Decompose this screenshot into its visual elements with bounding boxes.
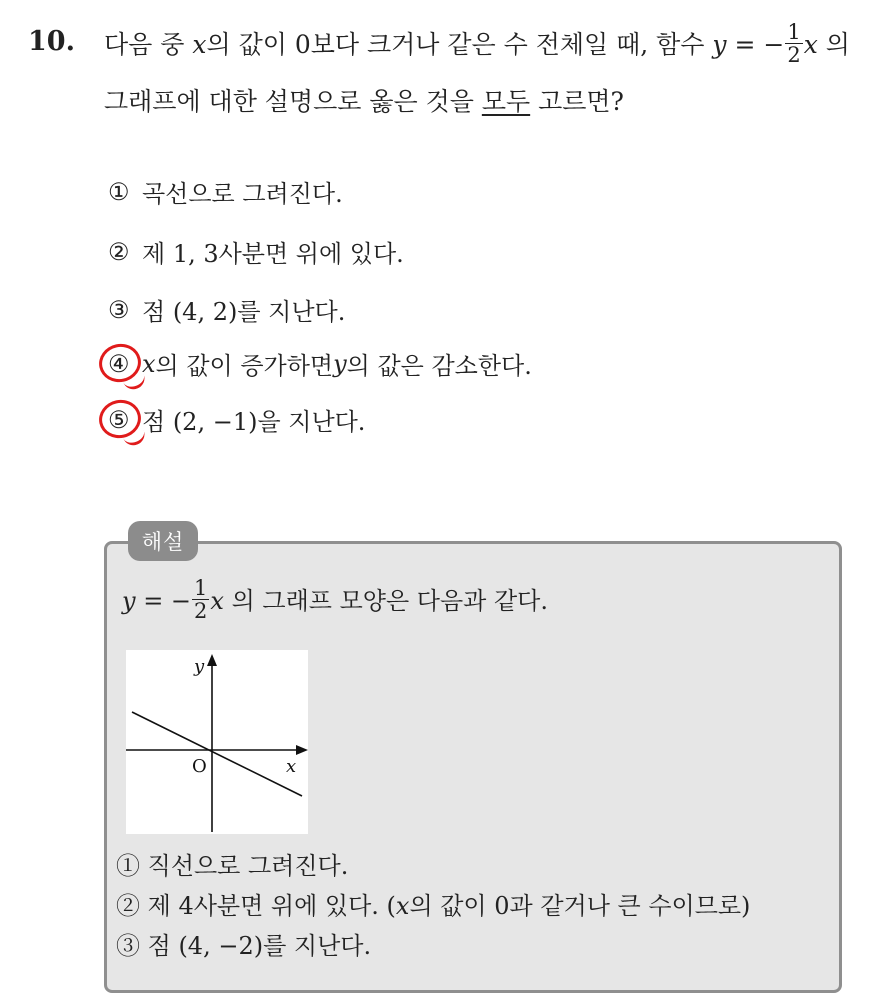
x-axis-label: x bbox=[286, 756, 297, 777]
var-x: x bbox=[192, 30, 207, 60]
choice-text: 곡선으로 그려진다. bbox=[142, 180, 343, 208]
func-eq: = − bbox=[135, 587, 192, 616]
y-axis-label: y bbox=[194, 656, 205, 677]
question-number: 10. bbox=[28, 26, 75, 57]
choice-mark-circled bbox=[108, 350, 142, 378]
func-lhs: y bbox=[712, 30, 727, 60]
solution-item-text-a: ② 제 4사분면 위에 있다. ( bbox=[116, 892, 396, 920]
question-line2-post: 고르면? bbox=[530, 87, 624, 116]
choice-5[interactable] bbox=[108, 402, 365, 437]
choice-text-b: 의 값은 감소한다. bbox=[346, 352, 532, 380]
question-text-a: 다음 중 bbox=[104, 30, 193, 60]
question-line2-pre: 그래프에 대한 설명으로 옳은 것을 bbox=[104, 87, 482, 116]
choice-mark: ④ bbox=[108, 349, 130, 378]
solution-item-text-b: 의 값이 0과 같거나 큰 수이므로) bbox=[409, 892, 751, 920]
choice-mark: ⑤ bbox=[108, 405, 130, 434]
question-text-end: 의 bbox=[817, 30, 850, 60]
fraction bbox=[192, 577, 209, 622]
var-y: y bbox=[333, 349, 347, 378]
choice-text-a: 의 값이 증가하면 bbox=[155, 352, 334, 380]
solution-line-0 bbox=[122, 576, 548, 625]
choice-1[interactable] bbox=[108, 174, 343, 209]
choice-text: 제 1, 3사분면 위에 있다. bbox=[142, 240, 404, 268]
fraction-denominator: 2 bbox=[787, 43, 801, 68]
choice-4[interactable] bbox=[108, 346, 532, 381]
fraction-numerator: 1 bbox=[194, 576, 208, 600]
fraction-numerator: 1 bbox=[787, 20, 801, 44]
graph-figure bbox=[126, 650, 308, 834]
solution-item-1: ① 직선으로 그려진다. bbox=[116, 852, 349, 880]
graph-line bbox=[132, 712, 302, 796]
x-axis-arrow-icon bbox=[296, 745, 308, 755]
choice-text: 점 (4, 2)를 지난다. bbox=[142, 298, 346, 326]
solution-item-3: ③ 점 (4, −2)를 지난다. bbox=[116, 932, 372, 960]
question-text-b: 의 값이 0보다 크거나 같은 수 전체일 때, 함수 bbox=[206, 30, 713, 60]
origin-label: O bbox=[192, 756, 207, 777]
func-var: x bbox=[803, 30, 818, 60]
func-eq: = − bbox=[726, 30, 785, 60]
choice-mark-circled bbox=[108, 406, 142, 434]
choice-2[interactable] bbox=[108, 234, 404, 269]
solution-item-2 bbox=[116, 886, 750, 921]
fraction bbox=[785, 21, 802, 66]
question-line-2 bbox=[104, 82, 624, 118]
solution-text: 의 그래프 모양은 다음과 같다. bbox=[223, 587, 548, 616]
func-lhs: y bbox=[122, 587, 136, 616]
choice-mark: ① bbox=[108, 177, 130, 206]
underlined-word: 모두 bbox=[481, 87, 531, 116]
var-x: x bbox=[142, 349, 156, 378]
choice-mark: ② bbox=[108, 237, 130, 266]
choice-3[interactable] bbox=[108, 292, 345, 327]
y-axis-arrow-icon bbox=[207, 654, 217, 666]
choice-mark: ③ bbox=[108, 295, 130, 324]
choice-text: 점 (2, −1)을 지난다. bbox=[142, 408, 366, 436]
fraction-denominator: 2 bbox=[194, 599, 208, 624]
solution-tab: 해설 bbox=[128, 521, 198, 561]
func-var: x bbox=[210, 587, 224, 616]
question-line-1 bbox=[104, 20, 850, 69]
var-x: x bbox=[395, 892, 410, 920]
graph-svg bbox=[126, 650, 308, 834]
